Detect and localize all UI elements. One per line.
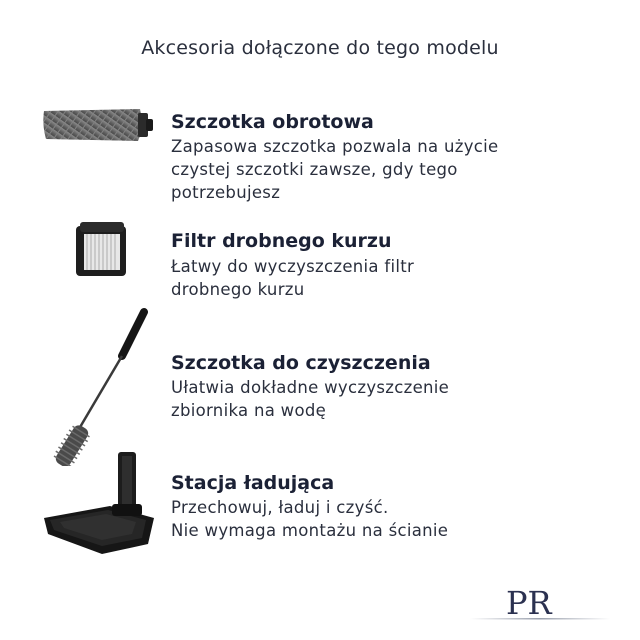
item-description (171, 255, 414, 301)
item-description (171, 376, 449, 422)
item-description (171, 496, 448, 542)
brand-logo (470, 578, 610, 628)
brand-logo-text: PR (506, 584, 552, 622)
desc-line: Nie wymaga montażu na ścianie (171, 521, 449, 540)
item-title: Szczotka do czyszczenia (171, 352, 431, 374)
desc-line: czystej szczotki zawsze, gdy tego (171, 160, 458, 179)
desc-line: Ułatwia dokładne wyczyszczenie (171, 378, 450, 397)
item-title: Filtr drobnego kurzu (171, 230, 392, 252)
filter-icon (74, 222, 130, 280)
desc-line: Łatwy do wyczyszczenia filtr (171, 257, 415, 276)
item-description (171, 135, 499, 204)
charging-station-icon (40, 448, 158, 558)
item-title: Stacja ładująca (171, 472, 335, 494)
roller-brush-icon (40, 105, 155, 145)
cleaning-brush-icon (50, 306, 155, 466)
desc-line: Przechowuj, ładuj i czyść. (171, 498, 389, 517)
item-title: Szczotka obrotowa (171, 111, 374, 133)
desc-line: Zapasowa szczotka pozwala na użycie (171, 137, 499, 156)
desc-line: zbiornika na wodę (171, 401, 327, 420)
desc-line: drobnego kurzu (171, 280, 305, 299)
desc-line: potrzebujesz (171, 183, 281, 202)
page-title: Akcesoria dołączone do tego modelu (141, 37, 499, 59)
